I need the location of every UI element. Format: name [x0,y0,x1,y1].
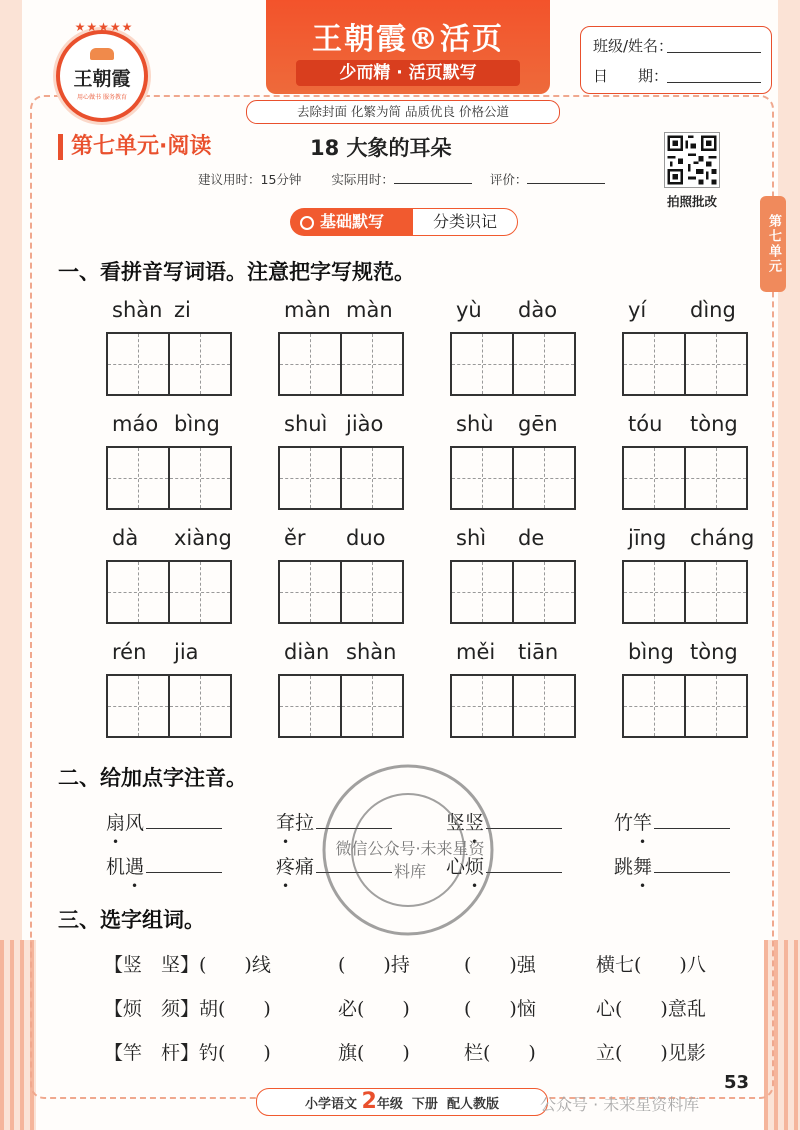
section3-heading: 三、选字组词。 [58,908,205,932]
choose-item[interactable]: 必( ) [338,998,410,1020]
plain-char: 竖 [446,812,466,834]
writing-boxes[interactable] [622,674,748,738]
writing-square[interactable] [342,562,402,622]
pinyin-syllable: màn [346,298,393,322]
writing-boxes[interactable] [278,674,404,738]
plain-char: 跳 [614,856,634,878]
suggested-time: 建议用时：15分钟 [198,172,302,187]
pinyin-text [278,412,402,440]
banner-subtitle: 少而精 · 活页默写 [296,60,520,86]
writing-boxes[interactable] [278,446,404,510]
pinyin-text [106,640,230,668]
writing-square[interactable] [624,334,686,394]
pinyin-syllable: tòng [690,412,738,436]
pinyin-syllable: diàn [284,640,330,664]
logo-tag: 用心做书 服务教育 [77,94,127,101]
dotted-char: 烦 [465,856,485,878]
footer-volume: 下册 [411,1097,438,1112]
pinyin-syllable: màn [284,298,331,322]
pinyin-syllable: měi [456,640,496,664]
eval-label: 评价： [489,172,528,187]
pinyin-text [106,412,230,440]
date-label: 日 期： [593,67,669,85]
tab-classify[interactable] [412,208,518,236]
writing-square[interactable] [452,676,514,736]
class-name-label: 班级/姓名： [593,37,674,55]
graduation-cap-icon [90,48,114,60]
writing-square[interactable] [452,448,514,508]
actual-time-field[interactable] [394,183,472,184]
writing-square[interactable] [108,676,170,736]
writing-square[interactable] [452,562,514,622]
pinyin-syllable: de [518,526,545,550]
class-name-field[interactable] [667,52,761,53]
writing-boxes[interactable] [622,332,748,396]
pinyin-syllable: zi [174,298,191,322]
pinyin-syllable: yù [456,298,482,322]
watermark-text: 公众号 · 未来星资料库 [540,1095,700,1114]
choose-item[interactable]: 心( )意乱 [596,998,706,1020]
tab-classify-label: 分类识记 [432,212,497,231]
pinyin-syllable: jia [174,640,199,664]
choose-row [104,1038,744,1068]
writing-square[interactable] [280,562,342,622]
pinyin-syllable: dìng [690,298,736,322]
pinyin-text [278,526,402,554]
dotted-char: 疼 [276,856,296,878]
writing-square[interactable] [686,334,746,394]
dotted-word [106,852,222,879]
pinyin-answer-blank[interactable] [654,828,730,829]
pinyin-syllable: shàn [346,640,397,664]
writing-square[interactable] [280,334,342,394]
side-tab-unit: 第七单元 [760,196,786,292]
writing-square[interactable] [108,334,170,394]
pinyin-answer-blank[interactable] [654,872,730,873]
pinyin-syllable: jīng [628,526,667,550]
qr-label: 拍照批改 [666,194,717,209]
choose-item[interactable]: ( )持 [338,954,410,976]
page-number: 53 [724,1072,750,1093]
plain-char: 机 [106,856,126,878]
logo-brand: 王朝霞 [73,68,131,90]
choose-item[interactable]: ( )恼 [464,998,536,1020]
writing-square[interactable] [170,676,230,736]
pinyin-syllable: shù [456,412,494,436]
header-banner [266,0,550,94]
pinyin-text [450,640,574,668]
dotted-char: 竖 [465,812,485,834]
banner-title: 王朝霞®活页 [312,22,504,57]
section1-heading: 一、看拼音写词语。注意把字写规范。 [58,260,415,284]
footer-grade: 年级 [376,1097,403,1112]
pinyin-syllable: xiàng [174,526,232,550]
qr-code-icon[interactable] [664,132,720,188]
pinyin-text [278,298,402,326]
logo-stars: ★★★★★ [74,20,134,34]
stamp-text: 微信公众号·未来星资料库 [335,839,485,881]
slogan: 去除封面 化繁为简 品质优良 价格公道 [246,100,560,124]
pinyin-syllable: dà [112,526,139,550]
writing-square[interactable] [624,448,686,508]
tab-basic-dictation-label: 基础默写 [320,212,385,231]
dotted-word [614,808,730,835]
choose-item[interactable]: 【竖 坚】( )线 [104,954,271,976]
writing-square[interactable] [514,448,574,508]
plain-char: 竹 [614,812,634,834]
right-decoration [764,940,800,1130]
pinyin-text [278,640,402,668]
pinyin-syllable: cháng [690,526,755,550]
writing-square[interactable] [624,562,686,622]
left-decoration [0,940,36,1130]
footer-badge [256,1088,548,1116]
writing-boxes[interactable] [450,560,576,624]
pinyin-answer-blank[interactable] [146,828,222,829]
writing-square[interactable] [108,562,170,622]
dotted-word [614,852,730,879]
pinyin-text [622,526,755,554]
writing-square[interactable] [280,448,342,508]
choose-item[interactable]: 旗( ) [338,1042,410,1064]
writing-boxes[interactable] [622,560,748,624]
pinyin-syllable: tòng [690,640,738,664]
pinyin-text [106,526,230,554]
footer-grade-num: 2 [361,1089,377,1114]
pinyin-text [450,526,574,554]
writing-square[interactable] [686,448,746,508]
writing-boxes[interactable] [106,446,232,510]
dotted-char: 扇 [106,812,126,834]
pinyin-syllable: yí [628,298,647,322]
pinyin-syllable: jiào [346,412,384,436]
writing-boxes[interactable] [278,560,404,624]
pinyin-text [450,298,574,326]
writing-boxes[interactable] [278,332,404,396]
publisher-logo [56,20,148,122]
pinyin-syllable: máo [112,412,159,436]
writing-square[interactable] [514,562,574,622]
writing-boxes[interactable] [106,332,232,396]
writing-square[interactable] [624,676,686,736]
writing-square[interactable] [170,334,230,394]
dotted-char: 耷 [276,812,296,834]
pinyin-syllable: ěr [284,526,306,550]
dotted-char: 竿 [633,812,653,834]
writing-boxes[interactable] [450,332,576,396]
pinyin-syllable: bìng [174,412,220,436]
pinyin-syllable: shuì [284,412,328,436]
writing-square[interactable] [280,676,342,736]
writing-square[interactable] [170,448,230,508]
writing-boxes[interactable] [106,674,232,738]
writing-square[interactable] [514,676,574,736]
pinyin-answer-blank[interactable] [486,828,562,829]
writing-square[interactable] [342,448,402,508]
writing-boxes[interactable] [450,674,576,738]
choose-item[interactable]: 立( )见影 [596,1042,706,1064]
tab-basic-dictation[interactable] [290,208,412,236]
writing-square[interactable] [342,676,402,736]
pinyin-syllable: shàn [112,298,163,322]
eval-field[interactable] [527,183,605,184]
plain-char: 心 [446,856,466,878]
student-info-box [580,26,772,94]
pinyin-answer-blank[interactable] [146,872,222,873]
writing-square[interactable] [452,334,514,394]
writing-square[interactable] [686,562,746,622]
choose-item[interactable]: 栏( ) [464,1042,536,1064]
footer-edition: 配人教版 [447,1097,500,1112]
dotted-word [106,808,222,835]
pinyin-text [622,298,746,326]
date-field[interactable] [667,82,761,83]
writing-boxes[interactable] [450,446,576,510]
writing-square[interactable] [686,676,746,736]
plain-char: 风 [125,812,145,834]
writing-boxes[interactable] [622,446,748,510]
dotted-char: 遇 [125,856,145,878]
choose-row [104,994,744,1024]
plain-char: 拉 [295,812,315,834]
dotted-char: 舞 [633,856,653,878]
pinyin-syllable: tiān [518,640,559,664]
timing-row [198,170,619,188]
footer-subject: 小学语文 [304,1097,357,1112]
choose-item[interactable]: 【竿 杆】钓( ) [104,1042,271,1064]
unit-title: 第七单元·阅读 [58,134,211,160]
pinyin-syllable: rén [112,640,147,664]
writing-square[interactable] [514,334,574,394]
choose-row [104,950,744,980]
writing-boxes[interactable] [106,560,232,624]
pinyin-text [622,412,746,440]
choose-item[interactable]: 横七( )八 [596,954,706,976]
choose-item[interactable]: 【烦 须】胡( ) [104,998,271,1020]
pinyin-answer-blank[interactable] [486,872,562,873]
medal-icon [300,216,314,230]
pinyin-syllable: tóu [628,412,663,436]
pinyin-syllable: gēn [518,412,558,436]
pinyin-text [450,412,574,440]
section2-heading: 二、给加点字注音。 [58,766,247,790]
plain-char: 痛 [295,856,315,878]
actual-time-label: 实际用时： [331,172,394,187]
writing-square[interactable] [342,334,402,394]
pinyin-text [106,298,230,326]
pinyin-syllable: duo [346,526,386,550]
pinyin-syllable: bìng [628,640,674,664]
pinyin-syllable: dào [518,298,558,322]
lesson-title: 18 大象的耳朵 [310,136,452,160]
pinyin-text [622,640,746,668]
writing-square[interactable] [108,448,170,508]
choose-item[interactable]: ( )强 [464,954,536,976]
pinyin-syllable: shì [456,526,487,550]
writing-square[interactable] [170,562,230,622]
